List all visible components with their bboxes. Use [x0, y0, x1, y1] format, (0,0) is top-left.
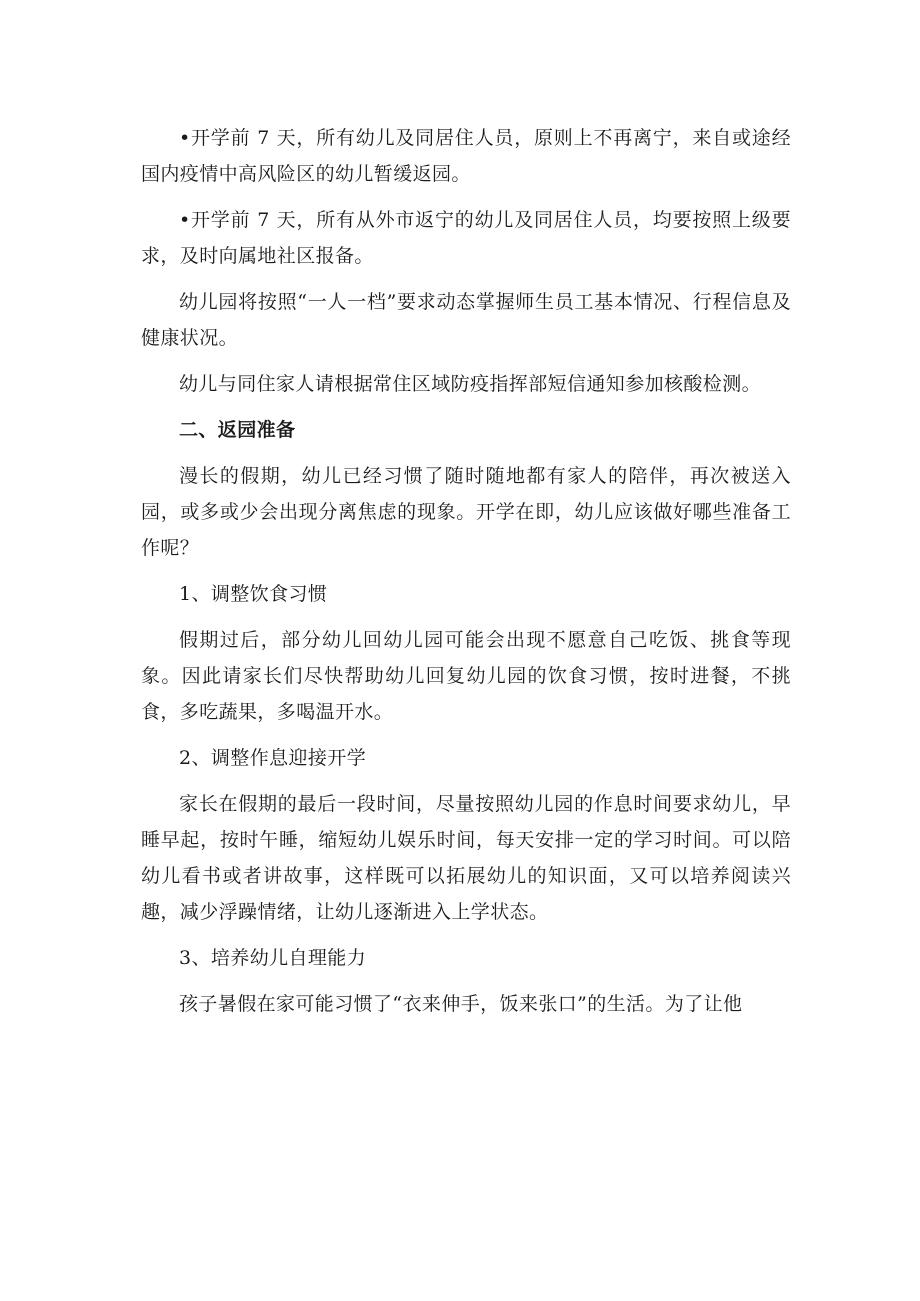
- subheading-adjust-schedule: 2、调整作息迎接开学: [179, 747, 367, 769]
- bullet-paragraph-stay-in-city: •开学前 7 天，所有幼儿及同居住人员，原则上不再离宁，来自或途经国内疫情中高风险区的幼儿暂缓返园。: [141, 127, 791, 185]
- paragraph-self-care: 孩子暑假在家可能习惯了“衣来伸手，饭来张口”的生活。为了让他: [179, 993, 743, 1015]
- subheading-adjust-diet: 1、调整饮食习惯: [179, 583, 328, 605]
- subheading-self-care: 3、培养幼儿自理能力: [179, 947, 367, 969]
- paragraph-nucleic-acid-test: 幼儿与同住家人请根据常住区域防疫指挥部短信通知参加核酸检测。: [179, 373, 762, 395]
- document-body: [141, 120, 791, 1022]
- bullet-paragraph-report-to-community: •开学前 7 天，所有从外市返宁的幼儿及同居住人员，均要按照上级要求，及时向属地社区报备。: [141, 209, 791, 267]
- paragraph-schedule: 家长在假期的最后一段时间，尽量按照幼儿园的作息时间要求幼儿，早睡早起，按时午睡，缩短幼儿娱乐时间，每天安排一定的学习时间。可以陪幼儿看书或者讲故事，这样既可以拓展幼儿的知识面，又可以培养阅读兴趣，减少浮躁情绪，让幼儿逐渐进入上学状态。: [141, 793, 791, 923]
- paragraph-diet-habits: 假期过后，部分幼儿回幼儿园可能会出现不愿意自己吃饭、挑食等现象。因此请家长们尽快帮助幼儿回复幼儿园的饮食习惯，按时进餐，不挑食，多吃蔬果，多喝温开水。: [141, 629, 791, 723]
- paragraph-one-person-one-file: 幼儿园将按照“一人一档”要求动态掌握师生员工基本情况、行程信息及健康状况。: [141, 291, 791, 349]
- paragraph-separation-anxiety: 漫长的假期，幼儿已经习惯了随时随地都有家人的陪伴，再次被送入园，或多或少会出现分离焦虑的现象。开学在即，幼儿应该做好哪些准备工作呢？: [141, 465, 791, 559]
- section-heading-return-preparation: 二、返园准备: [179, 419, 296, 441]
